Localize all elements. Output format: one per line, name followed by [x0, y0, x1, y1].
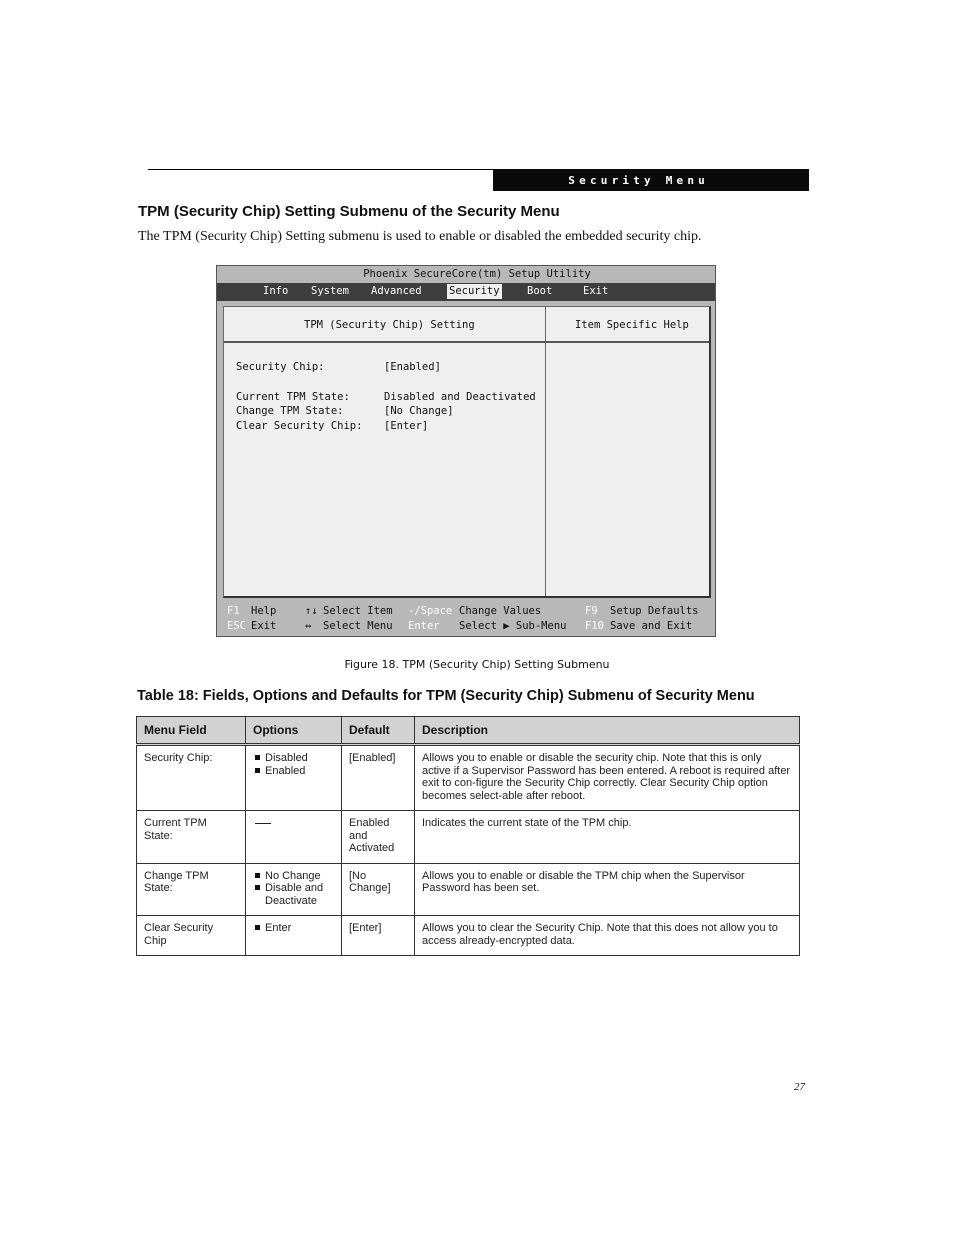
key-esc: ESC	[227, 620, 246, 632]
key-change-values: Change Values	[459, 605, 542, 617]
bios-panel	[223, 306, 711, 598]
key-save-exit: Save and Exit	[610, 620, 693, 632]
section-tab: Security Menu	[493, 169, 809, 191]
row-value: [Enabled]	[384, 361, 441, 373]
table-row	[137, 863, 800, 916]
cell-options	[246, 863, 342, 916]
cell-default: [Enabled]	[342, 745, 415, 811]
cell-options	[246, 916, 342, 956]
key-enter: Enter	[408, 620, 440, 632]
menu-exit[interactable]: Exit	[583, 285, 609, 297]
key-help-label: Help	[251, 605, 277, 617]
cell-default: [No Change]	[342, 863, 415, 916]
option-item: Enabled	[253, 765, 334, 778]
bios-row-change-tpm-state[interactable]	[236, 405, 454, 417]
cell-description: Allows you to clear the Security Chip. Note that this does not allow you to access already-encrypted data.	[415, 916, 800, 956]
table-row	[137, 916, 800, 956]
panel-header-rule	[224, 341, 709, 343]
bios-menubar	[217, 283, 715, 301]
empty-dash	[255, 823, 271, 824]
cell-description: Allows you to enable or disable the TPM chip when the Supervisor Password has been set.	[415, 863, 800, 916]
cell-field: Clear Security Chip	[137, 916, 246, 956]
page-number: 27	[794, 1081, 805, 1093]
key-select-menu: Select Menu	[323, 620, 393, 632]
intro-paragraph: The TPM (Security Chip) Setting submenu is used to enable or disabled the embedded security chip.	[138, 229, 702, 244]
bios-row-security-chip[interactable]	[236, 361, 441, 373]
col-default: Default	[342, 717, 415, 745]
col-description: Description	[415, 717, 800, 745]
option-item: No Change	[253, 870, 334, 883]
menu-system[interactable]: System	[311, 285, 349, 297]
arrow-leftright-icon: ↔	[305, 620, 312, 632]
row-value: [Enter]	[384, 420, 429, 432]
figure-caption: Figure 18. TPM (Security Chip) Setting Submenu	[344, 658, 610, 671]
row-label: Clear Security Chip:	[236, 420, 363, 432]
key-setup-defaults: Setup Defaults	[610, 605, 699, 617]
bios-row-current-tpm-state	[236, 391, 536, 403]
row-value: [No Change]	[384, 405, 454, 417]
help-title: Item Specific Help	[575, 319, 689, 331]
cell-default: Enabled and Activated	[342, 811, 415, 864]
bios-row-clear-security-chip[interactable]	[236, 420, 428, 432]
row-label: Change TPM State:	[236, 405, 344, 417]
cell-default: [Enter]	[342, 916, 415, 956]
bios-footer	[217, 602, 715, 636]
cell-options	[246, 745, 342, 811]
menu-advanced[interactable]: Advanced	[371, 285, 422, 297]
fields-table	[136, 716, 800, 956]
option-item: Enter	[253, 922, 334, 935]
cell-description: Allows you to enable or disable the security chip. Note that this is only active if a Supervisor Password has been entered. A reboot is required after exit to con-figure the Security Chip correctly. Clear Security Chip option becomes select-able after reboot.	[415, 745, 800, 811]
section-heading: TPM (Security Chip) Setting Submenu of the Security Menu	[138, 203, 560, 220]
key-select-item: Select Item	[323, 605, 393, 617]
table-row	[137, 745, 800, 811]
cell-field: Current TPM State:	[137, 811, 246, 864]
key-exit-label: Exit	[251, 620, 277, 632]
key-select-submenu: Select ▶ Sub-Menu	[459, 620, 567, 632]
cell-description: Indicates the current state of the TPM chip.	[415, 811, 800, 864]
key-f1: F1	[227, 605, 240, 617]
menu-boot[interactable]: Boot	[527, 285, 553, 297]
table-row	[137, 811, 800, 864]
cell-field: Change TPM State:	[137, 863, 246, 916]
table-header-row	[137, 717, 800, 745]
cell-field: Security Chip:	[137, 745, 246, 811]
cell-options	[246, 811, 342, 864]
key-f9: F9	[585, 605, 598, 617]
col-menu-field: Menu Field	[137, 717, 246, 745]
arrow-updown-icon: ↑↓	[305, 605, 318, 617]
option-item: Disable and Deactivate	[253, 882, 334, 907]
row-label: Current TPM State:	[236, 391, 350, 403]
bios-screenshot	[216, 265, 716, 637]
col-options: Options	[246, 717, 342, 745]
table-title: Table 18: Fields, Options and Defaults for TPM (Security Chip) Submenu of Security Menu	[137, 688, 755, 704]
row-label: Security Chip:	[236, 361, 325, 373]
option-item: Disabled	[253, 752, 334, 765]
panel-title: TPM (Security Chip) Setting	[304, 319, 475, 331]
bios-title: Phoenix SecureCore(tm) Setup Utility	[363, 268, 591, 280]
panel-divider	[545, 307, 546, 596]
key-minus-space: -/Space	[408, 605, 453, 617]
header-rule	[148, 169, 493, 170]
menu-security[interactable]: Security	[449, 285, 500, 297]
key-f10: F10	[585, 620, 604, 632]
menu-info[interactable]: Info	[263, 285, 289, 297]
row-value: Disabled and Deactivated	[384, 391, 536, 403]
